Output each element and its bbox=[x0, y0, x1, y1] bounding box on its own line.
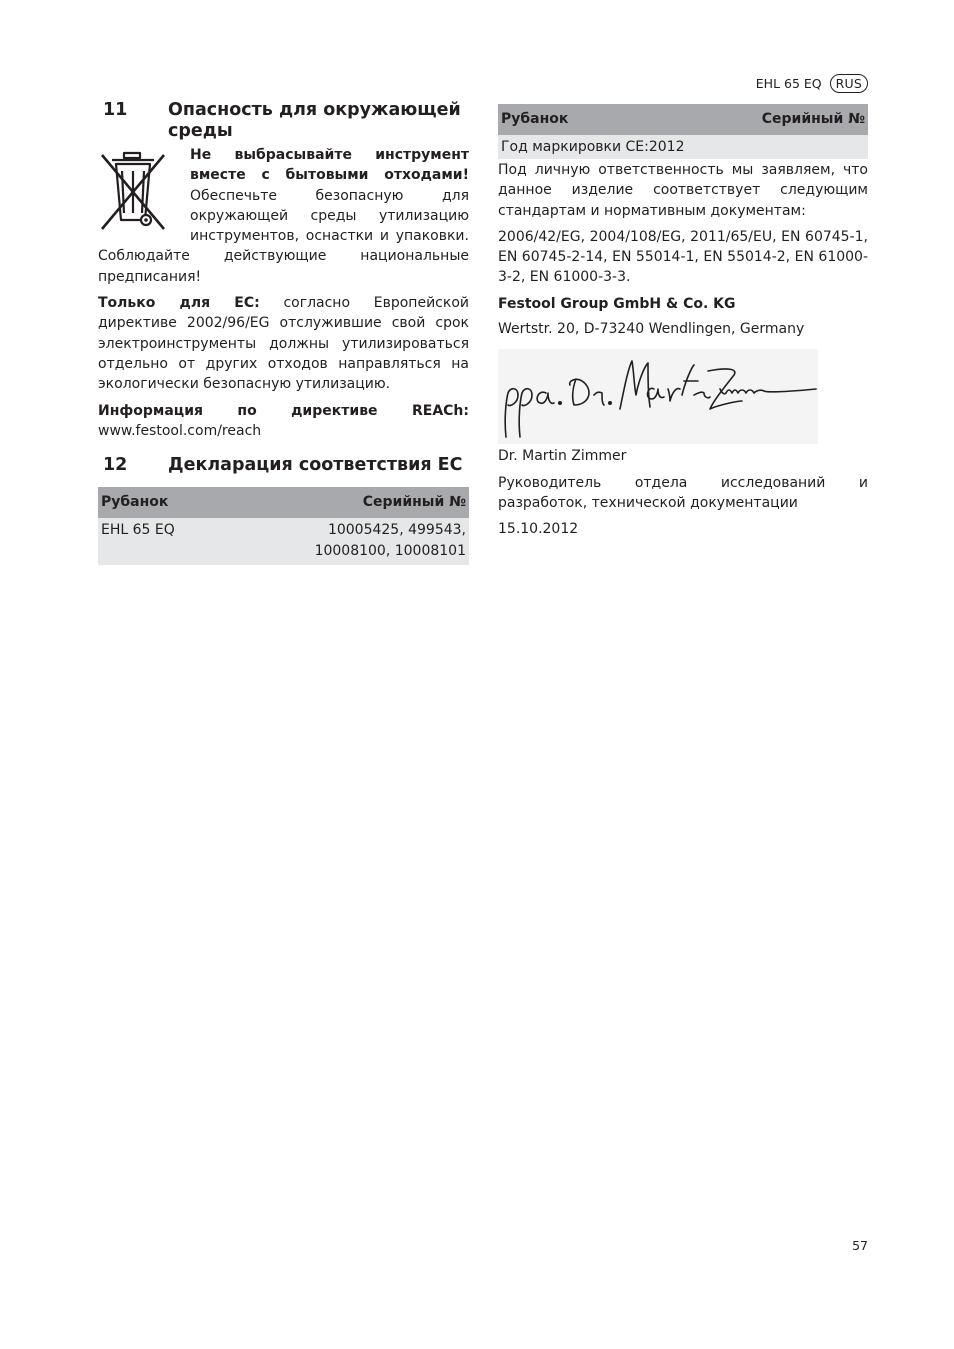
section-11-title-line1: Опасность для окружающей bbox=[168, 100, 461, 120]
table-header-product: Рубанок bbox=[98, 487, 223, 518]
product-serial-table bbox=[98, 487, 469, 565]
company-address: Wertstr. 20, D-73240 Wendlingen, Germany bbox=[498, 321, 805, 338]
page-header bbox=[756, 74, 868, 93]
page-number: 57 bbox=[852, 1238, 868, 1253]
table-header-serial: Серийный № bbox=[223, 487, 469, 518]
signature-image bbox=[498, 349, 818, 444]
section-11-number: 11 bbox=[103, 100, 128, 120]
reach-url[interactable]: www.festool.com/reach bbox=[98, 422, 262, 439]
company-name: Festool Group GmbH & Co. KG bbox=[498, 295, 736, 312]
section-11-heading bbox=[98, 100, 469, 142]
left-column bbox=[98, 100, 469, 565]
serial-line-2: 10008100, 10008101 bbox=[314, 543, 466, 560]
table-header-serial: Серийный № bbox=[647, 104, 868, 135]
serial-line-1: 10005425, 499543, bbox=[327, 522, 466, 539]
table-row bbox=[98, 518, 469, 565]
table-cell-serial bbox=[223, 518, 469, 565]
table-header-row bbox=[98, 487, 469, 518]
section-11-title bbox=[168, 100, 461, 142]
disposal-warning-text: Обеспечьте безопасную для окружающей среды утилизацию инструментов, оснастки и упаковки. Соблюдайте действующие национальные предписания! bbox=[98, 187, 469, 285]
right-header-table bbox=[498, 104, 868, 135]
section-12-heading bbox=[98, 455, 469, 476]
table-header-row bbox=[498, 104, 868, 135]
table-cell-product: EHL 65 EQ bbox=[98, 518, 223, 565]
section-12-number: 12 bbox=[103, 455, 128, 476]
signer-name: Dr. Martin Zimmer bbox=[498, 448, 627, 465]
table-header-product: Рубанок bbox=[498, 104, 647, 135]
crossed-bin-icon bbox=[98, 147, 168, 231]
signer-role: Руководитель отдела исследований и разработок, технической документации bbox=[498, 474, 868, 511]
declaration-text: Под личную ответственность мы заявляем, что данное изделие соответствует следующим стандартам и нормативным документам: bbox=[498, 162, 868, 219]
eu-directive-label: Только для ЕС: bbox=[98, 295, 260, 312]
standards-list: 2006/42/EG, 2004/108/EG, 2011/65/EU, EN 60745-1, EN 60745-2-14, EN 55014-1, EN 55014-2, EN 61000-3-2, EN 61000-3-3. bbox=[498, 228, 868, 286]
disposal-warning-bold: Не выбрасывайте инструмент вместе с бытовыми отходами! bbox=[190, 147, 469, 184]
ce-marking-year: Год маркировки CE:2012 bbox=[498, 135, 868, 159]
language-badge: RUS bbox=[830, 74, 868, 93]
model-label: EHL 65 EQ bbox=[755, 76, 822, 91]
right-column bbox=[498, 104, 868, 554]
eu-directive-text: согласно Европейской директиве 2002/96/EG отслужившие свой срок электроинструменты должны утилизироваться отдельно от других отходов направляться на экологически безопасную утилизацию. bbox=[98, 295, 469, 393]
disposal-block bbox=[98, 145, 469, 287]
declaration-date: 15.10.2012 bbox=[498, 521, 579, 538]
reach-paragraph bbox=[98, 401, 469, 421]
section-11-title-line2: среды bbox=[168, 121, 233, 141]
eu-directive-paragraph bbox=[98, 293, 469, 394]
reach-label: Информация по директиве REACh: bbox=[98, 402, 469, 419]
section-12-title: Декларация соответствия ЕС bbox=[168, 455, 463, 476]
